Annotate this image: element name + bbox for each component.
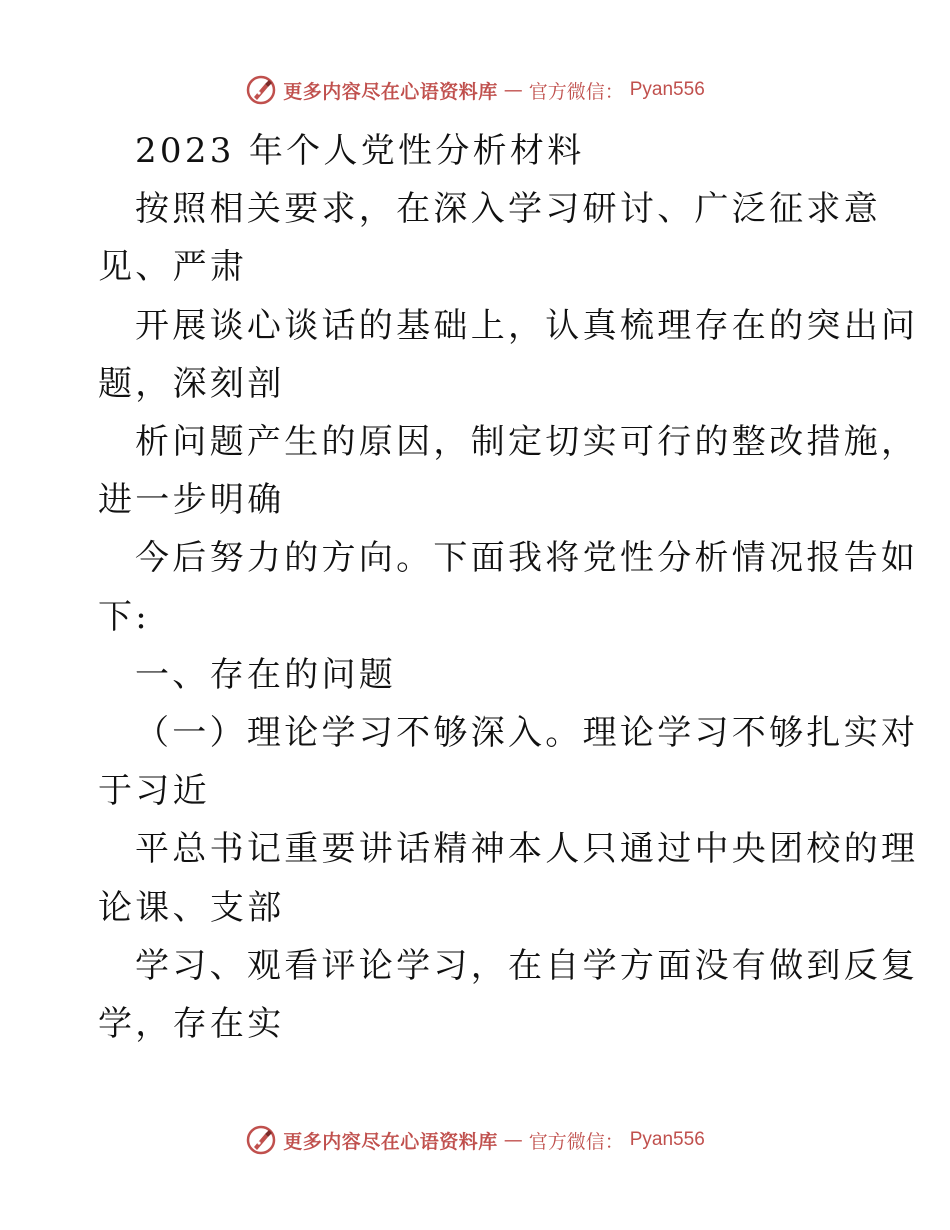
banner-promo-text: 更多内容尽在心语资料库 bbox=[283, 80, 498, 103]
body-line: 开展谈心谈话的基础上，认真梳理存在的突出问 bbox=[135, 305, 919, 346]
banner-dash: — bbox=[503, 79, 523, 101]
section-heading: 一、存在的问题 bbox=[135, 654, 397, 695]
body-line: （一）理论学习不够深入。理论学习不够扎实对 bbox=[135, 713, 919, 754]
pen-nib-icon bbox=[245, 1124, 277, 1156]
banner-wechat-label: 官方微信： bbox=[528, 80, 624, 103]
banner-dash: — bbox=[503, 1129, 523, 1151]
banner-wechat-id: Pyan556 bbox=[629, 1129, 705, 1150]
body-line: 论课、支部 bbox=[98, 887, 285, 928]
body-line: 进一步明确 bbox=[98, 480, 285, 521]
document-body bbox=[98, 122, 919, 1053]
footer-banner bbox=[0, 1120, 950, 1160]
document-title: 2023 年个人党性分析材料 bbox=[135, 131, 585, 171]
body-line: 平总书记重要讲话精神本人只通过中央团校的理 bbox=[135, 829, 919, 870]
body-line: 按照相关要求，在深入学习研讨、广泛征求意 bbox=[135, 189, 881, 230]
body-line: 学习、观看评论学习，在自学方面没有做到反复 bbox=[135, 945, 919, 986]
footer-banner-inner bbox=[245, 1124, 705, 1156]
banner-wechat-label: 官方微信： bbox=[528, 1130, 624, 1153]
banner-promo-text: 更多内容尽在心语资料库 bbox=[283, 1130, 498, 1153]
banner-wechat-id: Pyan556 bbox=[629, 79, 705, 100]
body-line: 今后努力的方向。下面我将党性分析情况报告如 bbox=[135, 538, 919, 579]
pen-nib-icon bbox=[245, 74, 277, 106]
body-line: 题，深刻剖 bbox=[98, 363, 285, 404]
header-banner bbox=[0, 70, 950, 110]
body-line: 析问题产生的原因，制定切实可行的整改措施， bbox=[135, 422, 919, 463]
body-line: 下: bbox=[98, 596, 151, 637]
header-banner-inner bbox=[245, 74, 705, 106]
body-line: 于习近 bbox=[98, 771, 210, 812]
body-line: 见、严肃 bbox=[98, 247, 248, 288]
body-line: 学，存在实 bbox=[98, 1004, 285, 1045]
